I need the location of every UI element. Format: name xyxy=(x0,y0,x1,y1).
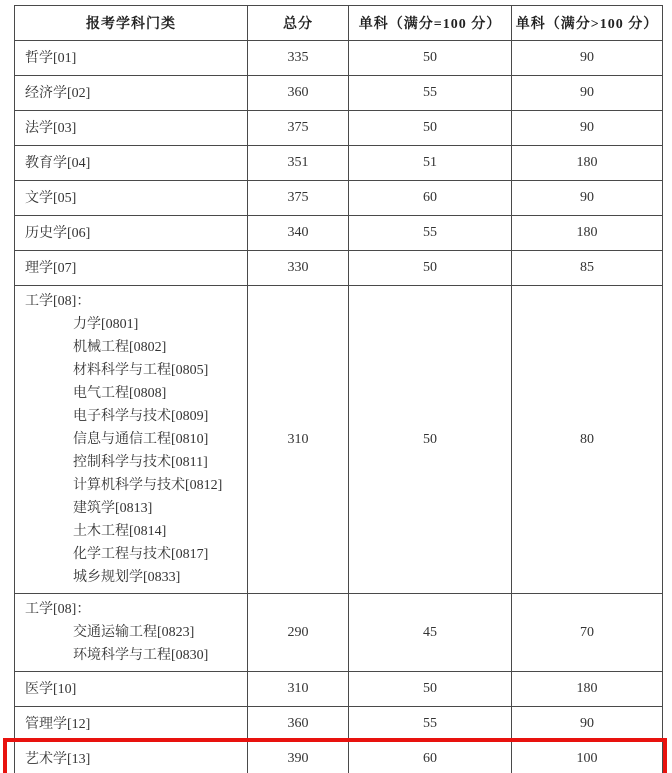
total-cell: 335 xyxy=(248,41,349,76)
subdiscipline-label: 材料科学与工程[0805] xyxy=(73,363,209,378)
subdiscipline-label: 土木工程[0814] xyxy=(73,524,167,539)
single-eq100-cell: 45 xyxy=(349,594,512,672)
category-cell xyxy=(15,742,248,773)
single-gt100-cell: 180 xyxy=(512,672,663,707)
table-row xyxy=(15,216,663,251)
single-eq100-cell: 60 xyxy=(349,181,512,216)
table-body xyxy=(15,41,663,773)
total-cell: 351 xyxy=(248,146,349,181)
single-gt100-cell: 90 xyxy=(512,707,663,742)
category-label: 历史学[06] xyxy=(25,225,91,241)
table-row xyxy=(15,672,663,707)
single-eq100-cell: 55 xyxy=(349,707,512,742)
table-row xyxy=(15,181,663,216)
subdiscipline-label: 电子科学与技术[0809] xyxy=(73,409,209,424)
col-header-single-eq100: 单科（满分=100 分） xyxy=(349,6,512,41)
category-cell xyxy=(15,251,248,286)
category-label: 艺术学[13] xyxy=(25,751,91,767)
total-cell: 310 xyxy=(248,672,349,707)
subdiscipline-label: 电气工程[0808] xyxy=(73,386,167,401)
total-cell: 330 xyxy=(248,251,349,286)
single-eq100-cell: 55 xyxy=(349,216,512,251)
single-gt100-cell: 90 xyxy=(512,111,663,146)
single-gt100-cell: 180 xyxy=(512,216,663,251)
single-eq100-cell: 50 xyxy=(349,251,512,286)
category-cell xyxy=(15,594,248,672)
total-cell: 340 xyxy=(248,216,349,251)
single-gt100-cell: 100 xyxy=(512,742,663,773)
subdiscipline-label: 城乡规划学[0833] xyxy=(73,570,181,585)
subdiscipline-label: 计算机科学与技术[0812] xyxy=(73,478,223,493)
subdiscipline-label: 交通运输工程[0823] xyxy=(73,625,195,640)
subdiscipline-label: 环境科学与工程[0830] xyxy=(73,648,209,663)
col-header-total: 总分 xyxy=(248,6,349,41)
table-row xyxy=(15,41,663,76)
category-label: 经济学[02] xyxy=(25,85,91,101)
single-eq100-cell: 51 xyxy=(349,146,512,181)
single-eq100-cell: 50 xyxy=(349,41,512,76)
table-row xyxy=(15,286,663,594)
category-label: 教育学[04] xyxy=(25,155,91,171)
single-eq100-cell: 50 xyxy=(349,286,512,594)
single-gt100-cell: 90 xyxy=(512,41,663,76)
total-cell: 375 xyxy=(248,111,349,146)
single-gt100-cell: 70 xyxy=(512,594,663,672)
single-eq100-cell: 50 xyxy=(349,672,512,707)
table-row xyxy=(15,111,663,146)
single-eq100-cell: 60 xyxy=(349,742,512,773)
category-label: 工学[08]： xyxy=(25,602,91,617)
single-gt100-cell: 90 xyxy=(512,76,663,111)
category-label: 工学[08]： xyxy=(25,294,91,309)
table-header-row xyxy=(15,6,663,41)
category-cell xyxy=(15,181,248,216)
table-row xyxy=(15,707,663,742)
subdiscipline-label: 信息与通信工程[0810] xyxy=(73,432,209,447)
category-label: 理学[07] xyxy=(25,260,77,276)
category-label: 哲学[01] xyxy=(25,50,77,66)
single-gt100-cell: 85 xyxy=(512,251,663,286)
col-header-category: 报考学科门类 xyxy=(15,6,248,41)
subdiscipline-label: 力学[0801] xyxy=(73,317,139,332)
total-cell: 360 xyxy=(248,707,349,742)
table-row xyxy=(15,742,663,773)
category-cell xyxy=(15,286,248,594)
table-row xyxy=(15,251,663,286)
category-cell xyxy=(15,216,248,251)
category-label: 管理学[12] xyxy=(25,716,91,732)
subdiscipline-label: 机械工程[0802] xyxy=(73,340,167,355)
single-eq100-cell: 55 xyxy=(349,76,512,111)
total-cell: 290 xyxy=(248,594,349,672)
total-cell: 310 xyxy=(248,286,349,594)
table-row xyxy=(15,146,663,181)
total-cell: 375 xyxy=(248,181,349,216)
category-cell xyxy=(15,146,248,181)
category-cell xyxy=(15,707,248,742)
table-row xyxy=(15,594,663,672)
score-table xyxy=(14,5,663,773)
single-gt100-cell: 90 xyxy=(512,181,663,216)
total-cell: 360 xyxy=(248,76,349,111)
category-cell xyxy=(15,672,248,707)
category-cell xyxy=(15,41,248,76)
table-row xyxy=(15,76,663,111)
subdiscipline-label: 控制科学与技术[0811] xyxy=(73,455,208,470)
total-cell: 390 xyxy=(248,742,349,773)
subdiscipline-label: 化学工程与技术[0817] xyxy=(73,547,209,562)
col-header-single-gt100: 单科（满分>100 分） xyxy=(512,6,663,41)
category-cell xyxy=(15,76,248,111)
category-label: 法学[03] xyxy=(25,120,77,136)
single-eq100-cell: 50 xyxy=(349,111,512,146)
single-gt100-cell: 180 xyxy=(512,146,663,181)
category-cell xyxy=(15,111,248,146)
subdiscipline-label: 建筑学[0813] xyxy=(73,501,153,516)
single-gt100-cell: 80 xyxy=(512,286,663,594)
category-label: 医学[10] xyxy=(25,681,77,697)
category-label: 文学[05] xyxy=(25,190,77,206)
